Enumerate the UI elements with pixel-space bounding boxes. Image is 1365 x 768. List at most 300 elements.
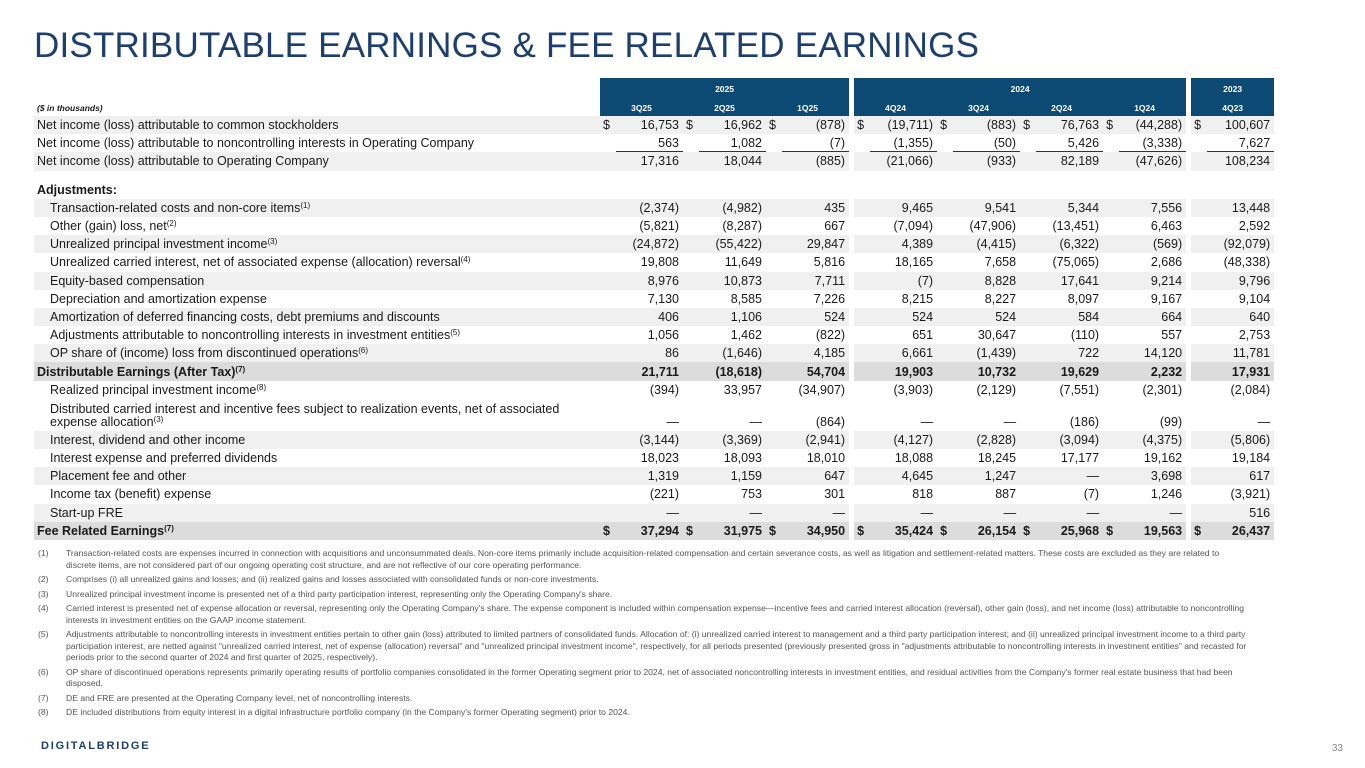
table-row	[34, 235, 1274, 253]
currency-symbol	[937, 308, 953, 326]
footnote-number: (2)	[38, 574, 49, 584]
cell-value: 617	[1207, 467, 1274, 485]
currency-symbol	[1103, 449, 1119, 467]
currency-symbol	[1103, 199, 1119, 217]
currency-symbol	[854, 467, 870, 485]
cell-value: (4,127)	[870, 431, 937, 449]
cell-value: 11,649	[724, 255, 762, 270]
currency-symbol	[1191, 449, 1207, 467]
cell-value: 7,556	[1119, 199, 1186, 217]
currency-symbol	[937, 235, 953, 253]
cell-value: (4,375)	[1119, 431, 1186, 449]
currency-symbol	[1020, 217, 1036, 235]
row-label-text: Unrealized carried interest, net of associated expense (allocation) reversal	[50, 255, 461, 270]
currency-symbol: $	[600, 522, 616, 540]
currency-symbol	[854, 272, 870, 290]
cell-value: —	[1036, 504, 1103, 522]
row-label	[34, 504, 600, 522]
currency-symbol	[937, 449, 953, 467]
cell-value: 1,319	[616, 467, 683, 485]
currency-symbol	[683, 253, 699, 271]
currency-symbol	[854, 504, 870, 522]
row-label-text: Net income (loss) attributable to common stockholders	[37, 118, 339, 133]
quarter-header: 2Q24	[1020, 100, 1103, 116]
currency-symbol	[937, 344, 953, 362]
cell-value: 647	[782, 467, 849, 485]
currency-symbol	[600, 272, 616, 290]
cell-value: 651	[912, 328, 934, 343]
cell-value: 9,214	[1119, 272, 1186, 290]
row-label	[34, 362, 600, 380]
cell-value: 7,658	[984, 255, 1017, 270]
row-label	[34, 399, 600, 431]
row-label-text: Distributable Earnings (After Tax)	[37, 364, 236, 379]
currency-symbol	[854, 431, 870, 449]
footnote	[38, 629, 1248, 664]
row-label	[34, 522, 600, 540]
cell-value: (3,903)	[893, 382, 934, 397]
quarter-header: 1Q24	[1103, 100, 1186, 116]
footnote-number: (1)	[38, 548, 49, 558]
currency-symbol	[600, 449, 616, 467]
cell-value: 19,903	[870, 362, 937, 380]
currency-symbol	[683, 399, 699, 431]
cell-value: 18,044	[699, 152, 766, 170]
row-label-text: Fee Related Earnings	[37, 523, 165, 538]
currency-symbol	[1191, 381, 1207, 399]
currency-symbol	[854, 381, 870, 399]
cell-value: 3,698	[1119, 467, 1186, 485]
cell-value: 17,641	[1036, 272, 1103, 290]
cell-value: 4,389	[870, 235, 937, 253]
footnote-ref: (3)	[153, 414, 164, 424]
year-header-2024: 2024	[854, 78, 1186, 100]
cell-value: 108,234	[1207, 152, 1274, 170]
cell-value: 31,975	[699, 522, 766, 540]
currency-symbol	[1191, 485, 1207, 503]
cell-value: 524	[953, 308, 1020, 326]
currency-symbol	[854, 134, 870, 152]
currency-symbol	[600, 399, 616, 431]
cell-value: (7,094)	[893, 219, 934, 234]
cell-value: (5,821)	[639, 219, 679, 234]
currency-symbol: $	[1191, 116, 1207, 134]
cell-value: (2,301)	[1142, 382, 1183, 397]
row-label	[34, 134, 600, 152]
table-row	[34, 253, 1274, 271]
cell-value: (8,287)	[722, 219, 762, 234]
table-row	[34, 152, 1274, 170]
row-label-text: Interest, dividend and other income	[50, 432, 246, 447]
currency-symbol	[1103, 431, 1119, 449]
cell-value: 524	[870, 308, 937, 326]
cell-value: 8,976	[616, 272, 683, 290]
currency-symbol	[854, 399, 870, 431]
cell-value: 18,245	[977, 451, 1017, 466]
cell-value: (3,921)	[1230, 487, 1271, 502]
cell-value: (2,374)	[616, 199, 683, 217]
cell-value: 722	[1036, 344, 1103, 362]
footnote	[38, 693, 1248, 705]
currency-symbol	[766, 272, 782, 290]
currency-symbol	[766, 326, 782, 344]
currency-symbol	[1191, 326, 1207, 344]
cell-value: (1,439)	[953, 344, 1020, 362]
currency-symbol	[1191, 217, 1207, 235]
currency-symbol	[683, 449, 699, 467]
row-label	[34, 308, 600, 326]
currency-symbol	[683, 134, 699, 152]
currency-symbol	[600, 134, 616, 152]
currency-symbol	[1020, 152, 1036, 170]
cell-value: 82,189	[1036, 152, 1103, 170]
currency-symbol	[766, 290, 782, 308]
currency-symbol	[1103, 290, 1119, 308]
cell-value: (24,872)	[616, 235, 683, 253]
currency-symbol	[1020, 449, 1036, 467]
cell-value: 26,154	[953, 522, 1020, 540]
cell-value: 9,167	[1150, 291, 1183, 306]
currency-symbol: $	[937, 116, 953, 134]
cell-value: 7,711	[782, 272, 849, 290]
currency-symbol	[937, 217, 953, 235]
cell-value: 13,448	[1207, 199, 1274, 217]
footnote-ref: (5)	[450, 328, 460, 338]
cell-value: 18,023	[640, 451, 679, 466]
currency-symbol	[1103, 134, 1119, 152]
cell-value: (221)	[649, 487, 679, 502]
cell-value: 887	[995, 487, 1017, 502]
cell-value: 9,465	[870, 199, 937, 217]
currency-symbol	[1020, 381, 1036, 399]
cell-value: —	[920, 414, 934, 429]
currency-symbol	[600, 199, 616, 217]
cell-value: (1,355)	[870, 134, 937, 152]
currency-symbol	[600, 467, 616, 485]
footnote-number: (7)	[38, 692, 49, 703]
footnote-ref: (2)	[166, 219, 177, 229]
cell-value: (48,338)	[1223, 255, 1271, 270]
cell-value: 11,781	[1207, 344, 1274, 362]
row-label-text: Other (gain) loss, net	[50, 219, 167, 234]
currency-symbol	[1020, 253, 1036, 271]
cell-value: 5,344	[1036, 199, 1103, 217]
currency-symbol	[1103, 485, 1119, 503]
cell-value: 9,541	[953, 199, 1020, 217]
table-row	[34, 381, 1274, 399]
cell-value: (21,066)	[870, 152, 937, 170]
cell-value: 18,010	[806, 451, 846, 466]
cell-value: (2,084)	[1230, 382, 1271, 397]
currency-symbol	[1020, 504, 1036, 522]
cell-value: (186)	[1069, 414, 1100, 429]
table-row	[34, 290, 1274, 308]
cell-value: 1,082	[699, 134, 766, 152]
cell-value: 18,165	[894, 255, 934, 270]
currency-symbol	[600, 235, 616, 253]
cell-value: (2,828)	[953, 431, 1020, 449]
cell-value: (2,129)	[976, 382, 1017, 397]
cell-value: 640	[1207, 308, 1274, 326]
currency-symbol	[683, 152, 699, 170]
currency-symbol	[1020, 326, 1036, 344]
cell-value: (92,079)	[1207, 235, 1274, 253]
currency-symbol	[766, 431, 782, 449]
row-label-text: Amortization of deferred financing costs, debt premiums and discounts	[50, 309, 440, 324]
currency-symbol	[1191, 362, 1207, 380]
cell-value: (75,065)	[1052, 255, 1100, 270]
cell-value: 563	[616, 134, 683, 152]
currency-symbol	[683, 467, 699, 485]
currency-symbol	[1103, 308, 1119, 326]
footnote	[38, 589, 1248, 601]
quarter-header: 2Q25	[683, 100, 766, 116]
cell-value: 524	[782, 308, 849, 326]
cell-value: 17,931	[1207, 362, 1274, 380]
cell-value: 30,647	[977, 328, 1017, 343]
cell-value: 8,585	[730, 291, 762, 306]
currency-symbol	[937, 399, 953, 431]
year-header-2025: 2025	[600, 78, 849, 100]
currency-symbol	[600, 217, 616, 235]
cell-value: (7)	[1083, 487, 1100, 502]
currency-symbol	[766, 399, 782, 431]
currency-symbol	[1020, 134, 1036, 152]
financial-table	[34, 78, 1274, 540]
cell-value: 1,246	[1150, 487, 1183, 502]
currency-symbol	[600, 431, 616, 449]
cell-value: (4,415)	[953, 235, 1020, 253]
currency-symbol	[937, 152, 953, 170]
currency-symbol	[1020, 485, 1036, 503]
quarter-header: 4Q23	[1191, 100, 1274, 116]
row-label-text: Income tax (benefit) expense	[50, 487, 212, 502]
footnote	[38, 574, 1248, 586]
footnote-text: DE included distributions from equity interest in a digital infrastructure portfolio company (in the Company's former Operating segment) prior to 2024.	[66, 707, 630, 717]
table-row	[34, 308, 1274, 326]
currency-symbol	[937, 326, 953, 344]
row-label	[34, 449, 600, 467]
currency-symbol	[600, 344, 616, 362]
cell-value: (3,338)	[1119, 134, 1186, 152]
currency-symbol	[1191, 199, 1207, 217]
currency-symbol: $	[854, 116, 870, 134]
cell-value: 6,661	[870, 344, 937, 362]
cell-value: 2,232	[1119, 362, 1186, 380]
cell-value: 100,607	[1207, 116, 1274, 134]
row-label	[34, 467, 600, 485]
row-label-text: Interest expense and preferred dividends	[50, 451, 278, 466]
cell-value: 557	[1161, 328, 1183, 343]
footnote-ref: (6)	[358, 346, 369, 356]
cell-value: 301	[824, 487, 846, 502]
cell-value: 516	[1207, 504, 1274, 522]
cell-value: (2,941)	[782, 431, 849, 449]
currency-symbol	[600, 362, 616, 380]
currency-symbol	[937, 290, 953, 308]
currency-symbol	[766, 381, 782, 399]
footnote-text: Adjustments attributable to noncontrolling interests in investment entities pertain to other gain (loss) attributed to limited partners of consolidated funds. Allocation of: (i) unrealized carried interest to management and a third party participation interest; and (ii) unrealized principal investment income to a third party participation interest, are netted against "unrealized carried interest, net of expense (allocation) reversal" and "unrealized principal investment income", respectively, for all periods presented (previously presented gross in "adjustments attributable to noncontrolling interests in investment entities" and recasted for periods prior to the second quarter of 2024 and first quarter of 2025, respectively).	[66, 629, 1247, 662]
quarter-header: 3Q25	[600, 100, 683, 116]
row-label	[34, 235, 600, 253]
currency-symbol	[683, 290, 699, 308]
row-label	[34, 253, 600, 271]
quarter-header-row	[34, 100, 1274, 116]
currency-symbol	[600, 253, 616, 271]
footnote	[38, 548, 1248, 571]
row-label-text: Adjustments attributable to noncontrolling interests in investment entities	[50, 328, 451, 343]
currency-symbol	[600, 290, 616, 308]
row-label-text: Placement fee and other	[50, 469, 187, 484]
row-label-text: Realized principal investment income	[50, 382, 257, 397]
quarter-header: 4Q24	[854, 100, 937, 116]
cell-value: 4,645	[870, 467, 937, 485]
cell-value: 2,592	[1238, 219, 1271, 234]
currency-symbol	[683, 485, 699, 503]
currency-symbol	[1103, 235, 1119, 253]
cell-value: (3,094)	[1036, 431, 1103, 449]
table-row	[34, 467, 1274, 485]
footnote-ref: (3)	[267, 237, 278, 247]
table-row	[34, 217, 1274, 235]
cell-value: 2,753	[1238, 328, 1271, 343]
cell-value: (44,288)	[1119, 116, 1186, 134]
cell-value: —	[870, 504, 937, 522]
currency-symbol	[1191, 235, 1207, 253]
cell-value: (6,322)	[1036, 235, 1103, 253]
currency-symbol	[854, 326, 870, 344]
cell-value: 2,686	[1150, 255, 1183, 270]
table-row	[34, 134, 1274, 152]
cell-value: 1,056	[647, 328, 679, 343]
cell-value: —	[616, 504, 683, 522]
currency-symbol	[766, 504, 782, 522]
cell-value: 16,753	[616, 116, 683, 134]
cell-value: —	[1003, 414, 1017, 429]
table-row	[34, 431, 1274, 449]
cell-value: 19,629	[1036, 362, 1103, 380]
currency-symbol	[1191, 272, 1207, 290]
cell-value: —	[666, 414, 679, 429]
row-label-text: Unrealized principal investment income	[50, 237, 268, 252]
table-row	[34, 485, 1274, 503]
cell-value: 19,184	[1231, 451, 1271, 466]
quarter-header: 1Q25	[766, 100, 849, 116]
currency-symbol	[1020, 362, 1036, 380]
footnote	[38, 667, 1248, 690]
cell-value: (3,369)	[699, 431, 766, 449]
currency-symbol	[683, 235, 699, 253]
currency-symbol: $	[766, 522, 782, 540]
cell-value: 753	[741, 487, 762, 502]
cell-value: (18,618)	[699, 362, 766, 380]
currency-symbol	[1103, 381, 1119, 399]
currency-symbol	[854, 344, 870, 362]
adjustments-heading: Adjustments:	[37, 182, 117, 197]
cell-value: 10,873	[699, 272, 766, 290]
footnote-text: Transaction-related costs are expenses incurred in connection with acquisitions and unconsummated deals. Non-core items primarily include acquisition-related compensation and certain severance costs, as well as litigation and settlement-related matters. These costs are excluded as they are related to discrete items, are not considered part of our ongoing operating cost structure, and are not reflective of our core operating performance.	[66, 548, 1220, 570]
cell-value: 10,732	[953, 362, 1020, 380]
currency-symbol	[683, 199, 699, 217]
currency-symbol: $	[1191, 522, 1207, 540]
currency-symbol	[937, 381, 953, 399]
cell-value: 1,159	[699, 467, 766, 485]
currency-symbol	[600, 308, 616, 326]
cell-value: (885)	[782, 152, 849, 170]
currency-symbol	[766, 467, 782, 485]
cell-value: 16,962	[699, 116, 766, 134]
cell-value: —	[782, 504, 849, 522]
row-label	[34, 381, 600, 399]
currency-symbol	[937, 253, 953, 271]
cell-value: (5,806)	[1207, 431, 1274, 449]
table-row	[34, 362, 1274, 380]
cell-value: 34,950	[782, 522, 849, 540]
currency-symbol	[854, 308, 870, 326]
cell-value: —	[749, 414, 762, 429]
cell-value: (1,646)	[699, 344, 766, 362]
currency-symbol	[1103, 399, 1119, 431]
table-row	[34, 199, 1274, 217]
currency-symbol	[1020, 199, 1036, 217]
cell-value: 25,968	[1036, 522, 1103, 540]
currency-symbol	[1103, 467, 1119, 485]
cell-value: 26,437	[1207, 522, 1274, 540]
currency-symbol	[937, 467, 953, 485]
cell-value: 29,847	[782, 235, 849, 253]
cell-value: (3,144)	[616, 431, 683, 449]
table-row	[34, 399, 1274, 431]
currency-symbol	[854, 217, 870, 235]
row-label	[34, 116, 600, 134]
currency-symbol	[600, 485, 616, 503]
currency-symbol: $	[1020, 522, 1036, 540]
currency-symbol	[937, 199, 953, 217]
spacer-row	[34, 171, 1274, 181]
currency-symbol	[683, 272, 699, 290]
row-label-text: Transaction-related costs and non-core items	[50, 200, 301, 215]
currency-symbol	[766, 235, 782, 253]
currency-symbol	[766, 152, 782, 170]
currency-symbol	[683, 381, 699, 399]
currency-symbol	[683, 362, 699, 380]
cell-value: 21,711	[616, 362, 683, 380]
unit-label: ($ in thousands)	[37, 103, 103, 113]
cell-value: (883)	[953, 116, 1020, 134]
currency-symbol	[1103, 217, 1119, 235]
cell-value: (394)	[649, 382, 679, 397]
currency-symbol	[854, 485, 870, 503]
currency-symbol	[683, 217, 699, 235]
cell-value: 406	[616, 308, 683, 326]
cell-value: (878)	[782, 116, 849, 134]
footnote-number: (4)	[38, 603, 49, 613]
table-row	[34, 116, 1274, 134]
row-label-text: Net income (loss) attributable to noncontrolling interests in Operating Company	[37, 136, 475, 151]
currency-symbol	[1103, 272, 1119, 290]
currency-symbol: $	[1103, 116, 1119, 134]
footnote-text: OP share of discontinued operations represents primarily operating results of portfolio companies consolidated in the former Operating segment prior to 2024, net of associated noncontrolling interests in investment entities, and residual activities from the Company's former real estate business that had been disposed.	[66, 666, 1233, 688]
currency-symbol	[1191, 152, 1207, 170]
cell-value: 18,088	[894, 451, 934, 466]
currency-symbol: $	[854, 522, 870, 540]
cell-value: (50)	[953, 134, 1020, 152]
currency-symbol	[937, 431, 953, 449]
footnote-text: DE and FRE are presented at the Operating Company level, net of noncontrolling interests.	[66, 692, 413, 703]
cell-value: 8,097	[1067, 291, 1100, 306]
table-row	[34, 504, 1274, 522]
footnote-text: Unrealized principal investment income is presented net of a third party participation interest, representing only the Operating Company's share.	[66, 588, 613, 599]
